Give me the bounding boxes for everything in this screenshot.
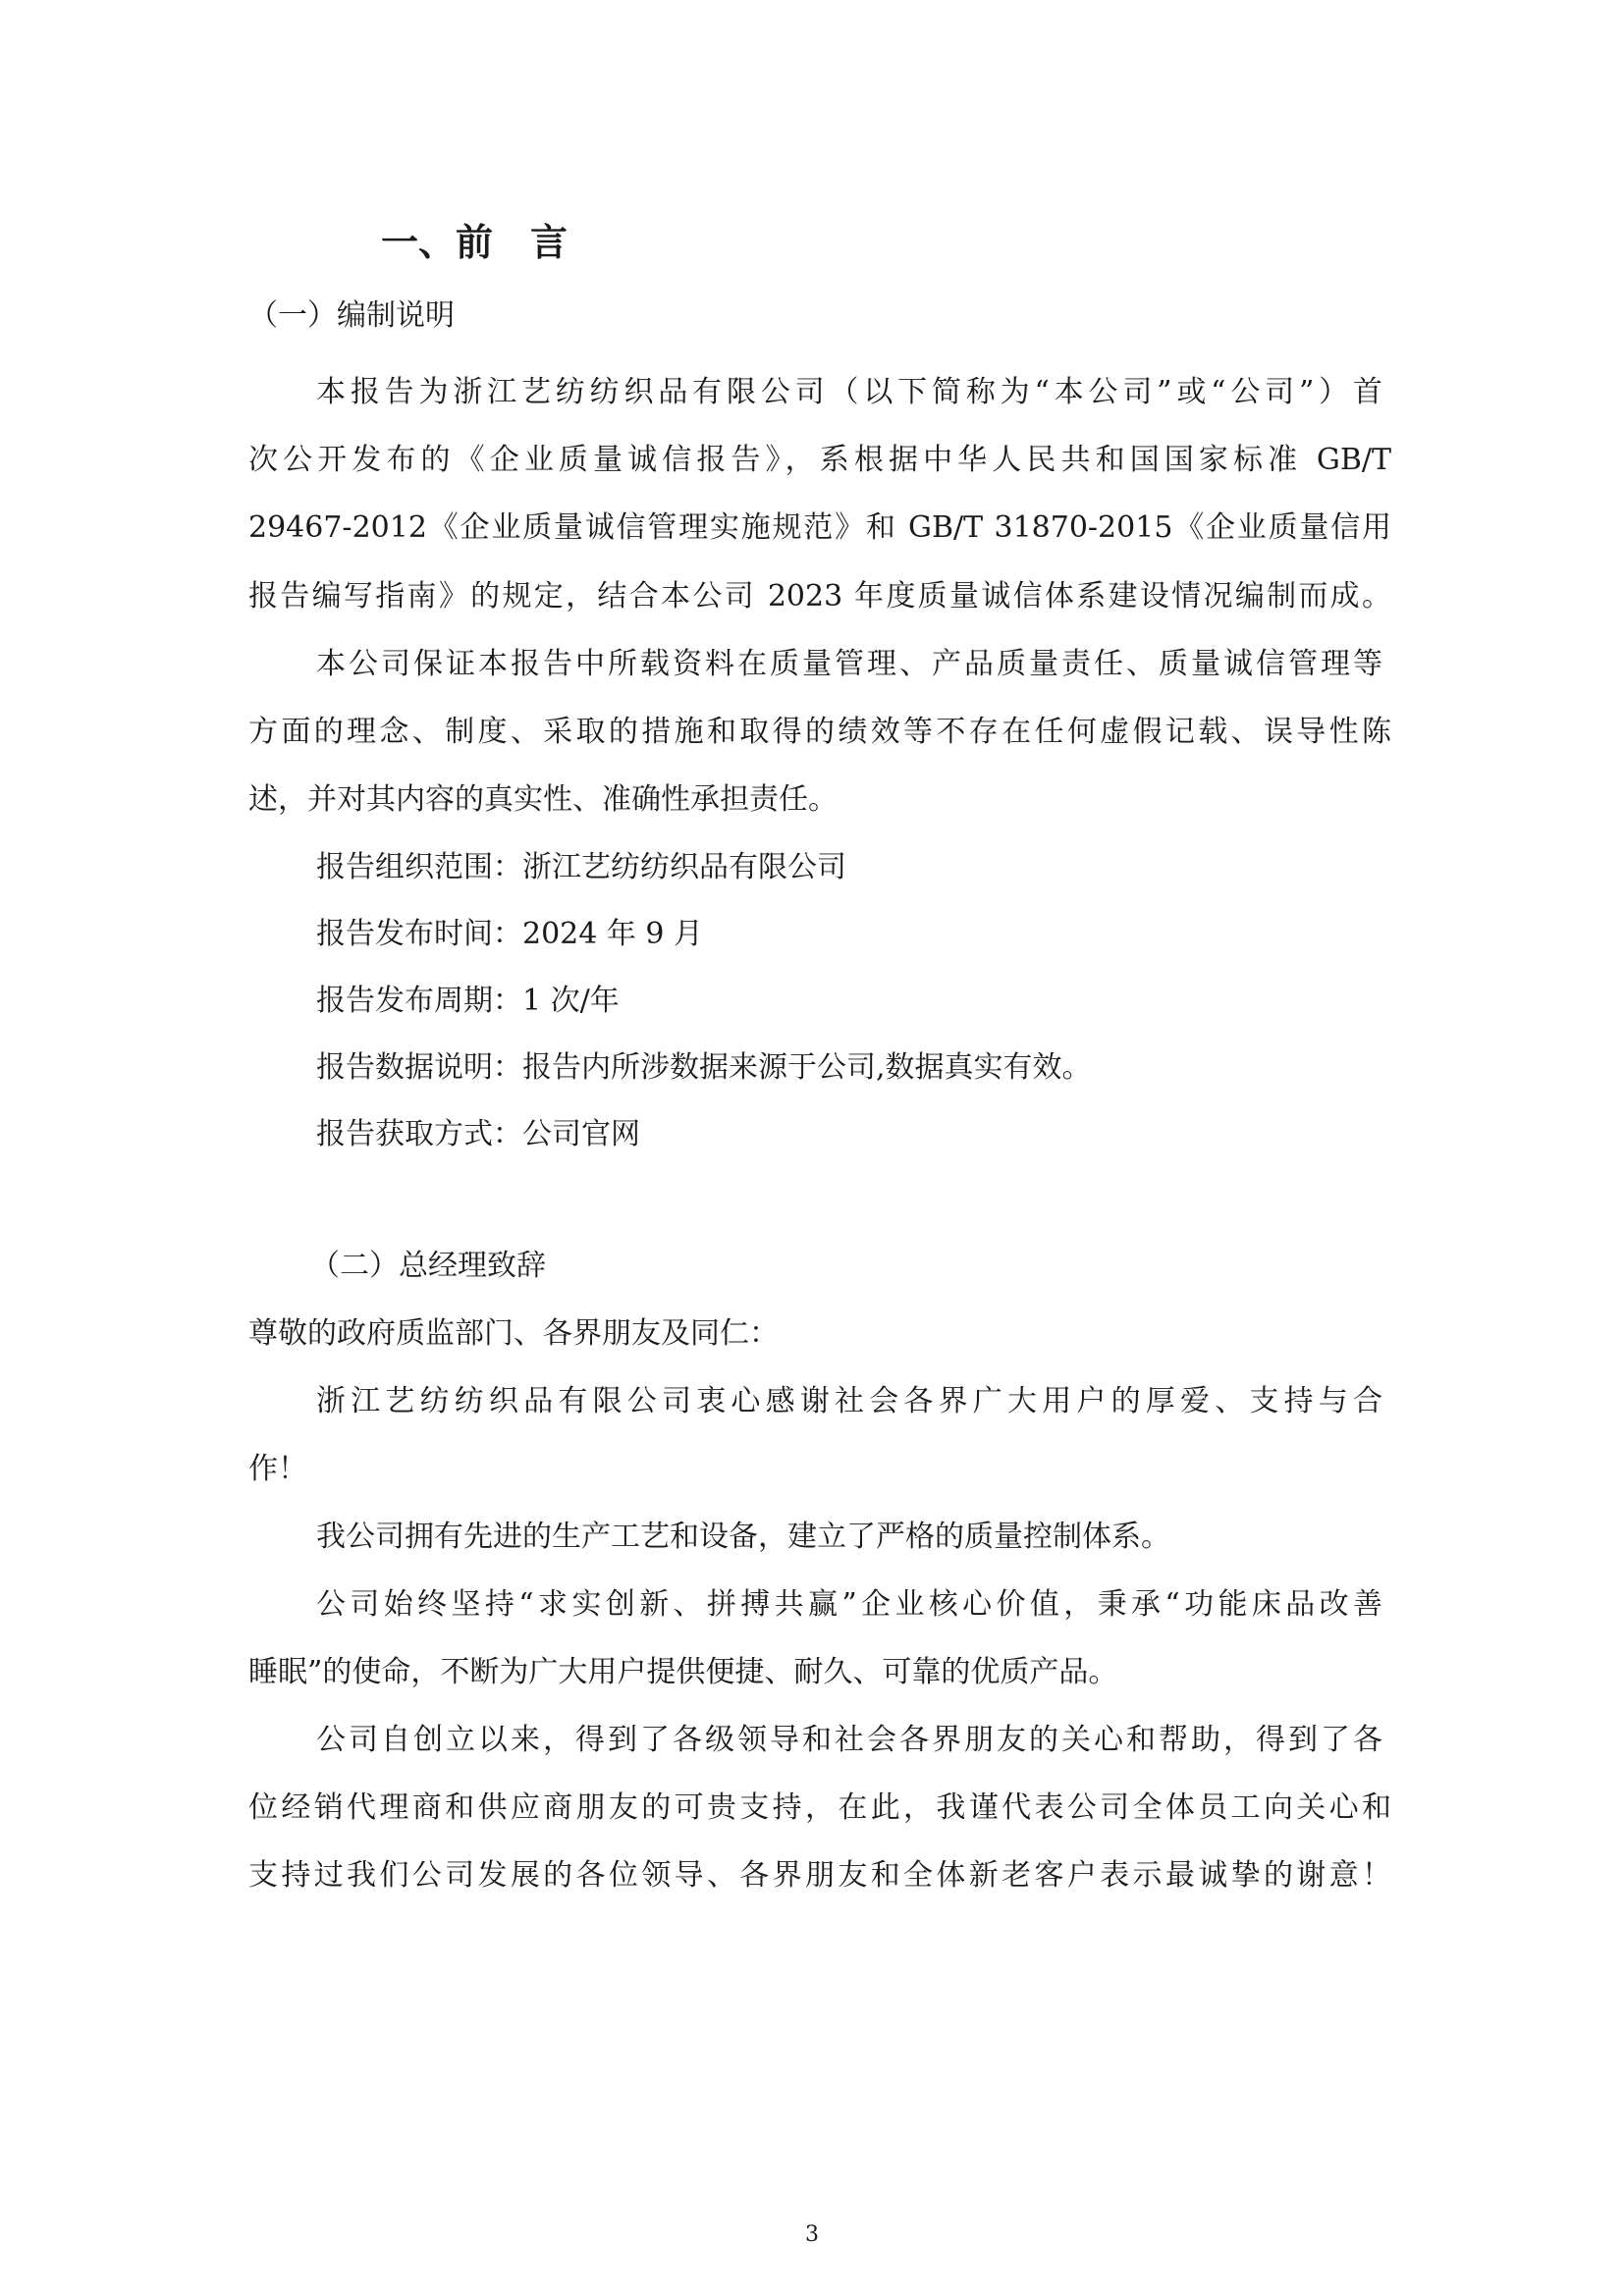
paragraph-line: 报告编写指南》的规定，结合本公司 2023 年度质量诚信体系建设情况编制而成。 [248,579,1391,614]
info-report-scope: 报告组织范围：浙江艺纺纺织品有限公司 [316,850,846,884]
info-access-method: 报告获取方式：公司官网 [316,1117,640,1151]
paragraph-line: 次公开发布的《企业质量诚信报告》，系根据中华人民共和国国家标准 GB/T [248,443,1391,477]
paragraph-line: 本报告为浙江艺纺纺织品有限公司（以下简称为“本公司”或“公司”）首 [316,375,1382,409]
paragraph-line: 作！ [248,1452,307,1486]
paragraph-line: 方面的理念、制度、采取的措施和取得的绩效等不存在任何虚假记载、误导性陈 [248,715,1391,749]
paragraph-line: 本公司保证本报告中所载资料在质量管理、产品质量责任、质量诚信管理等 [316,647,1382,681]
paragraph-line: 29467-2012《企业质量诚信管理实施规范》和 GB/T 31870-2015《企业质量信用 [248,510,1391,545]
paragraph-line: 支持过我们公司发展的各位领导、各界朋友和全体新老客户表示最诚挚的谢意！ [248,1858,1391,1893]
paragraph-line: 位经销代理商和供应商朋友的可贵支持，在此，我谨代表公司全体员工向关心和 [248,1790,1391,1825]
section-title-gm-address: （二）总经理致辞 [310,1249,546,1283]
paragraph-line: 睡眠”的使命，不断为广大用户提供便捷、耐久、可靠的优质产品。 [248,1655,1118,1689]
info-data-note: 报告数据说明：报告内所涉数据来源于公司,数据真实有效。 [316,1050,1092,1085]
paragraph-line: 述，并对其内容的真实性、准确性承担责任。 [248,782,838,817]
paragraph-line: 我公司拥有先进的生产工艺和设备，建立了严格的质量控制体系。 [316,1520,1170,1554]
paragraph-line: 公司自创立以来，得到了各级领导和社会各界朋友的关心和帮助，得到了各 [316,1723,1382,1757]
info-release-date: 报告发布时间：2024 年 9 月 [316,917,704,951]
paragraph-line: 公司始终坚持“求实创新、拼搏共赢”企业核心价值，秉承“功能床品改善 [316,1587,1382,1622]
paragraph-line: 浙江艺纺纺织品有限公司衷心感谢社会各界广大用户的厚爱、支持与合 [316,1384,1382,1418]
salutation: 尊敬的政府质监部门、各界朋友及同仁： [248,1316,779,1351]
page-number: 3 [805,2222,819,2247]
info-release-cycle: 报告发布周期：1 次/年 [316,984,620,1018]
chapter-heading: 一、前 言 [381,221,568,264]
section-title-compilation: （一）编制说明 [248,298,455,333]
